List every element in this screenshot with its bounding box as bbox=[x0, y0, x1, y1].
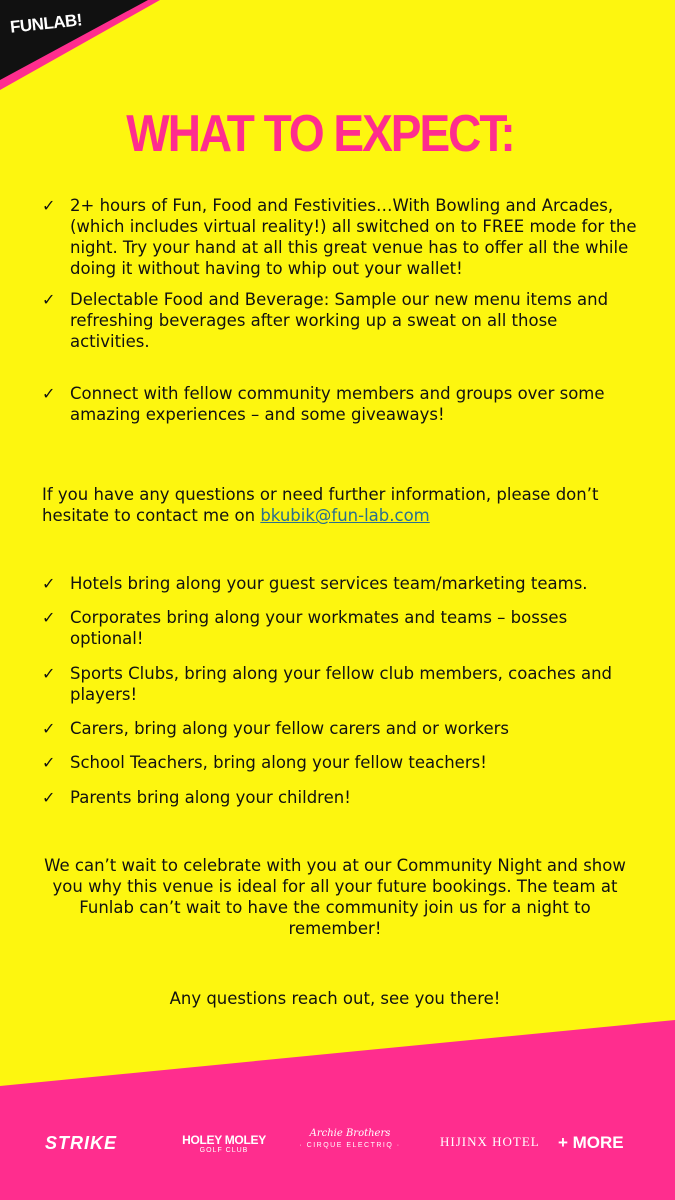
list-item bbox=[42, 383, 642, 425]
contact-text: If you have any questions or need further information, please don’t hesitate to contact me on bbox=[42, 485, 599, 525]
list-item-text: Hotels bring along your guest services team/marketing teams. bbox=[70, 574, 588, 593]
footer-band bbox=[0, 1020, 675, 1200]
brand-holey-moley[interactable] bbox=[180, 1133, 268, 1154]
brand-archie-sub: · CIRQUE ELECTRIQ · bbox=[299, 1142, 401, 1149]
list-item-text: Connect with fellow community members and groups over some amazing experiences – and some giveaways! bbox=[70, 384, 605, 424]
invite-list bbox=[42, 573, 642, 808]
list-item bbox=[42, 195, 642, 279]
checkmark-icon: ✓ bbox=[42, 384, 56, 403]
list-item-text: School Teachers, bring along your fellow teachers! bbox=[70, 753, 487, 772]
brand-holey-moley-sub: GOLF CLUB bbox=[199, 1147, 249, 1154]
contact-paragraph bbox=[42, 484, 632, 526]
list-item-text: Sports Clubs, bring along your fellow club members, coaches and players! bbox=[70, 664, 613, 704]
funlab-logo[interactable]: FUNLAB! bbox=[9, 10, 83, 37]
checkmark-icon: ✓ bbox=[42, 664, 56, 683]
list-item-text: 2+ hours of Fun, Food and Festivities…With Bowling and Arcades, (which includes virtual reality!) all switched on to FREE mode for the night. Try your hand at all this great venue has to offer all the while doing it without having to whip out your wallet! bbox=[70, 196, 637, 278]
checkmark-icon: ✓ bbox=[42, 290, 56, 309]
brand-more[interactable]: + MORE bbox=[558, 1133, 624, 1152]
checkmark-icon: ✓ bbox=[42, 196, 56, 215]
brand-strike[interactable]: STRIKE bbox=[45, 1133, 118, 1153]
list-item-text: Parents bring along your children! bbox=[70, 788, 351, 807]
checkmark-icon: ✓ bbox=[42, 608, 56, 627]
list-item-text: Carers, bring along your fellow carers and or workers bbox=[70, 719, 510, 738]
list-item bbox=[42, 663, 642, 705]
checkmark-icon: ✓ bbox=[42, 753, 56, 772]
contact-email-link[interactable]: bkubik@fun-lab.com bbox=[260, 506, 430, 525]
list-item-text: Delectable Food and Beverage: Sample our new menu items and refreshing beverages after working up a sweat on all those activities. bbox=[70, 290, 609, 351]
list-item bbox=[42, 289, 642, 352]
brand-hijinx-hotel[interactable]: HIJINX HOTEL bbox=[440, 1134, 540, 1149]
page-title: WHAT TO EXPECT: bbox=[126, 103, 514, 163]
expect-list bbox=[42, 195, 642, 425]
closing-paragraph: We can’t wait to celebrate with you at our Community Night and show you why this venue is ideal for all your future bookings. The team at Funlab can’t wait to have the community join us for a night to remember! bbox=[44, 856, 626, 938]
checkmark-icon: ✓ bbox=[42, 788, 56, 807]
signoff-text: Any questions reach out, see you there! bbox=[169, 989, 501, 1008]
list-item bbox=[42, 607, 642, 649]
corner-banner bbox=[0, 0, 675, 100]
list-item bbox=[42, 718, 642, 739]
list-item bbox=[42, 573, 642, 594]
list-item-text: Corporates bring along your workmates and teams – bosses optional! bbox=[70, 608, 568, 648]
checkmark-icon: ✓ bbox=[42, 574, 56, 593]
list-item bbox=[42, 787, 642, 808]
list-item bbox=[42, 752, 642, 773]
brand-holey-moley-name: HOLEY MOLEY bbox=[182, 1133, 266, 1147]
brand-archie-name: Archie Brothers bbox=[309, 1128, 391, 1139]
brand-archie-brothers[interactable] bbox=[290, 1128, 410, 1149]
checkmark-icon: ✓ bbox=[42, 719, 56, 738]
